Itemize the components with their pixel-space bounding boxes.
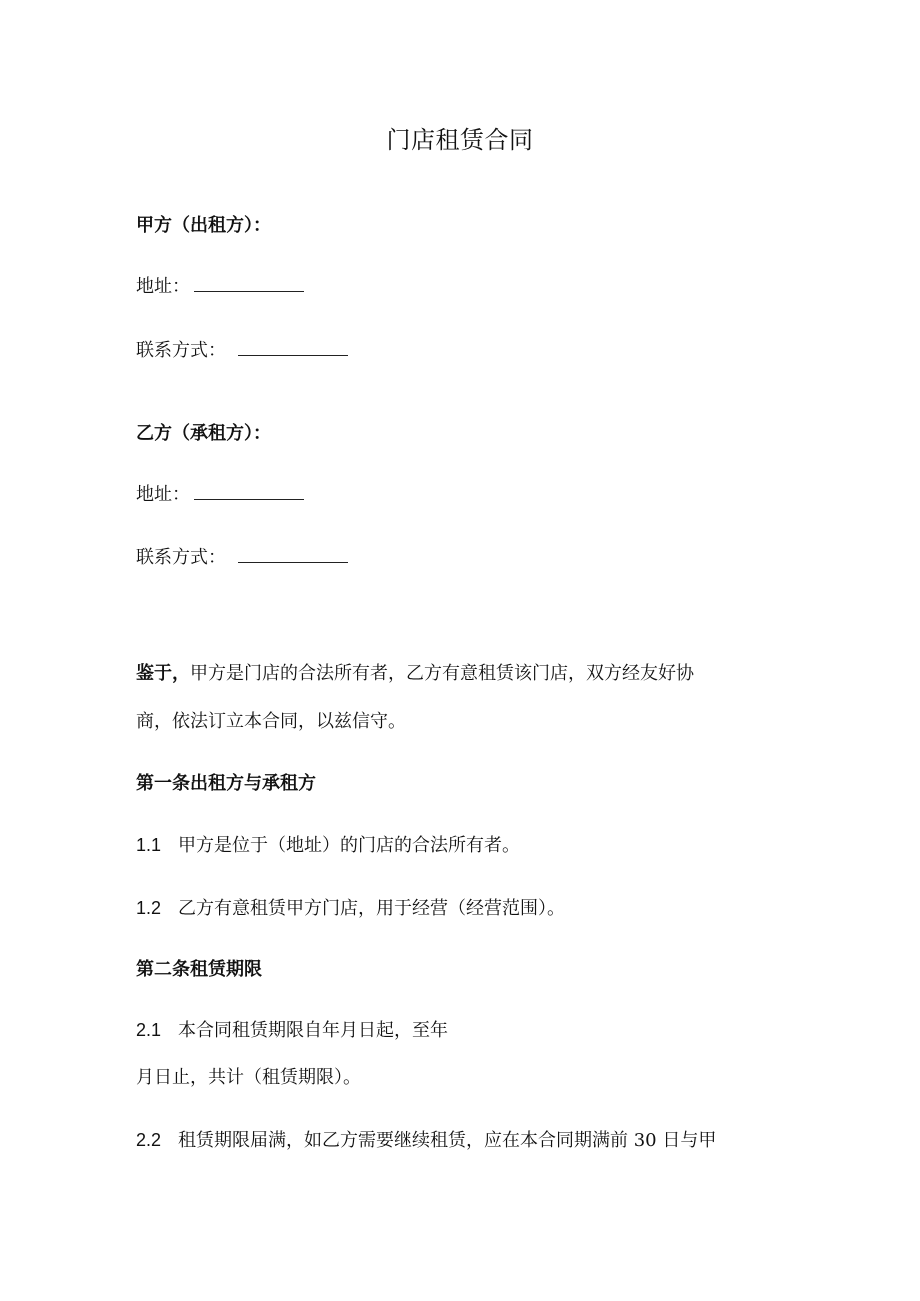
clause-text: 乙方有意租赁甲方门店，用于经营（经营范围）。 bbox=[178, 898, 565, 919]
clause-number: 1.2 bbox=[136, 898, 162, 918]
party-b-address-label: 地址： bbox=[136, 484, 190, 505]
clause-2-1-continuation: 月日止，共计（租赁期限）。 bbox=[136, 1067, 361, 1088]
clause-text: 本合同租赁期限自年月日起，至年 bbox=[178, 1020, 448, 1041]
article-2-heading: 第二条租赁期限 bbox=[136, 959, 262, 980]
party-a-heading: 甲方（出租方）： bbox=[136, 215, 271, 236]
clause-2-1 bbox=[136, 1018, 448, 1043]
preamble-line-1 bbox=[136, 662, 694, 686]
party-a-address-label: 地址： bbox=[136, 276, 190, 297]
preamble-lead: 鉴于， bbox=[136, 663, 190, 684]
party-b-heading: 乙方（承租方）： bbox=[136, 423, 271, 444]
party-a-address-row bbox=[136, 275, 304, 299]
clause-2-2 bbox=[136, 1128, 716, 1153]
party-b-contact-row bbox=[136, 546, 348, 570]
party-a-contact-label: 联系方式： bbox=[136, 340, 226, 361]
party-b-address-blank bbox=[194, 483, 304, 500]
party-a-contact-row bbox=[136, 339, 348, 363]
clause-number: 2.1 bbox=[136, 1020, 162, 1040]
clause-1-1 bbox=[136, 833, 520, 858]
party-b-contact-blank bbox=[238, 546, 348, 563]
party-b-contact-label: 联系方式： bbox=[136, 547, 226, 568]
party-a-address-blank bbox=[194, 275, 304, 292]
document-title: 门店租赁合同 bbox=[386, 126, 534, 154]
article-1-heading: 第一条出租方与承租方 bbox=[136, 773, 316, 794]
preamble-line-2: 商，依法订立本合同，以兹信守。 bbox=[136, 711, 406, 732]
clause-text: 甲方是位于（地址）的门店的合法所有者。 bbox=[178, 835, 520, 856]
party-b-address-row bbox=[136, 483, 304, 507]
party-a-contact-blank bbox=[238, 339, 348, 356]
clause-number: 2.2 bbox=[136, 1130, 162, 1150]
clause-text: 租赁期限届满，如乙方需要继续租赁，应在本合同期满前 30 日与甲 bbox=[178, 1130, 717, 1151]
preamble-text-1: 甲方是门店的合法所有者，乙方有意租赁该门店，双方经友好协 bbox=[190, 663, 694, 684]
clause-1-2 bbox=[136, 896, 565, 921]
clause-number: 1.1 bbox=[136, 835, 162, 855]
